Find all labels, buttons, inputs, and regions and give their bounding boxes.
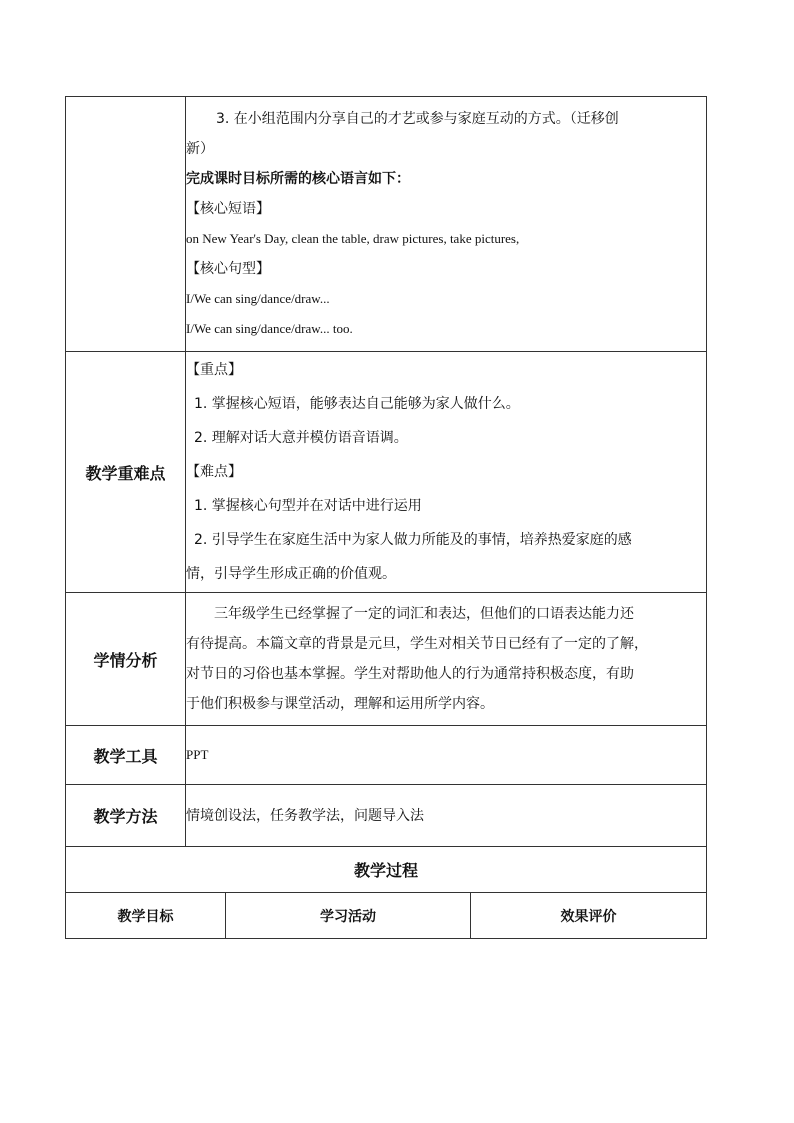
analysis-line-3: 对节日的习俗也基本掌握。学生对帮助他人的行为通常持积极态度，有助 [186,666,634,682]
analysis-line-1: 三年级学生已经掌握了一定的词汇和表达，但他们的口语表达能力还 [214,606,634,622]
key-point-2: 2. 理解对话大意并模仿语音语调。 [194,430,408,446]
methods-value: 情境创设法，任务教学法，问题导入法 [186,785,707,847]
row-process-title [66,847,707,893]
col-head-activities: 学习活动 [226,893,471,939]
methods-label: 教学方法 [66,785,186,847]
difficult-point-2: 2. 引导学生在家庭生活中为家人做力所能及的事情，培养热爱家庭的感 [194,532,632,548]
process-title: 教学过程 [66,847,707,893]
goals-label-cell [66,97,186,352]
analysis-line-4: 于他们积极参与课堂活动，理解和运用所学内容。 [186,696,494,712]
analysis-content-cell [186,593,707,726]
row-tools [66,726,707,785]
col-head-goals: 教学目标 [66,893,226,939]
goal-line-3: 3. 在小组范围内分享自己的才艺或参与家庭互动的方式。（迁移创 [216,111,619,127]
keypoints-label: 教学重难点 [66,352,186,593]
key-points-heading: 【重点】 [186,362,242,378]
row-process-columns [66,893,707,939]
lesson-plan-table [65,96,707,939]
col-head-evaluation: 效果评价 [471,893,707,939]
tools-value: PPT [186,726,707,785]
core-sentences-heading: 【核心句型】 [186,261,270,277]
core-sentence-2: I/We can sing/dance/draw... too. [186,321,353,336]
row-keypoints [66,352,707,593]
difficult-point-1: 1. 掌握核心句型并在对话中进行运用 [194,498,422,514]
goals-content-cell [186,97,707,352]
analysis-line-2: 有待提高。本篇文章的背景是元旦，学生对相关节日已经有了一定的了解， [186,636,648,652]
row-analysis [66,593,707,726]
core-sentence-1: I/We can sing/dance/draw... [186,291,330,306]
row-goals [66,97,707,352]
core-language-title: 完成课时目标所需的核心语言如下： [186,171,410,187]
key-point-1: 1. 掌握核心短语，能够表达自己能够为家人做什么。 [194,396,520,412]
difficult-points-heading: 【难点】 [186,464,242,480]
core-phrases-text: on New Year's Day, clean the table, draw pictures, take pictures, [186,231,520,246]
analysis-label: 学情分析 [66,593,186,726]
row-methods [66,785,707,847]
tools-label: 教学工具 [66,726,186,785]
core-phrases-heading: 【核心短语】 [186,201,270,217]
difficult-point-2-cont: 情，引导学生形成正确的价值观。 [186,566,396,582]
keypoints-content-cell [186,352,707,593]
goal-line-3-cont: 新） [186,141,214,157]
